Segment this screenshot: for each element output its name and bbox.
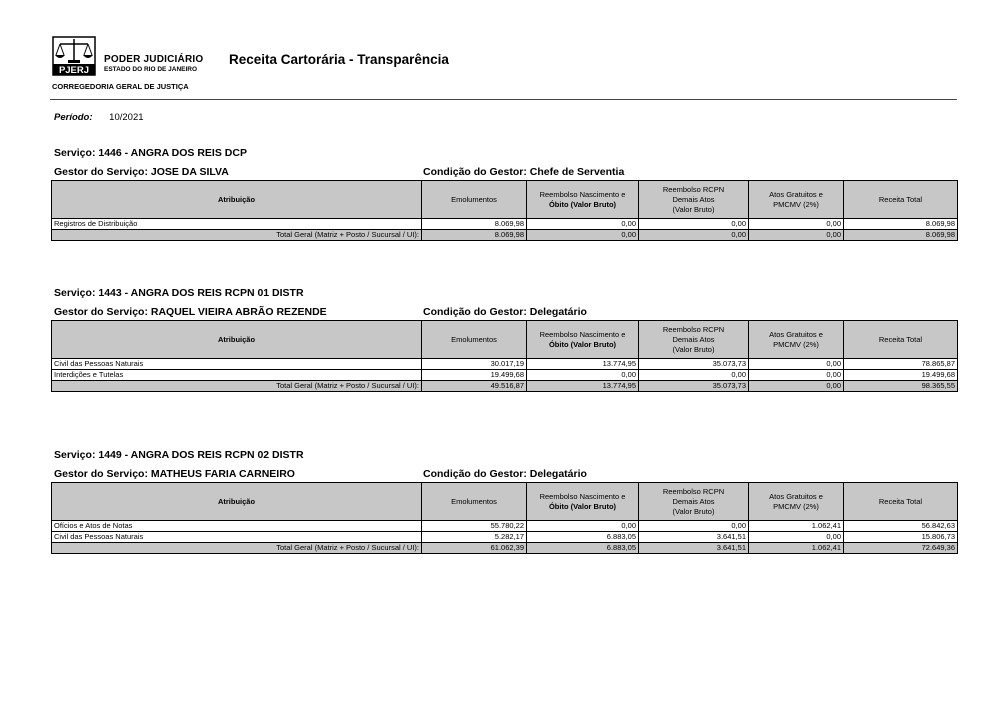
col-reembolso-rcpn-line2: Demais Atos (672, 194, 715, 204)
table-row (52, 370, 958, 381)
col-atos-gratuitos-line1: Atos Gratuitos e (769, 189, 823, 199)
cell-atos-gratuitos: 0,00 (749, 219, 844, 230)
total-atos-gratuitos: 0,00 (749, 381, 844, 392)
col-reembolso-nascimento-line2: Óbito (Valor Bruto) (548, 199, 617, 209)
cell-atribuicao: Registros de Distribuição (52, 219, 422, 230)
col-atos-gratuitos-line2: PMCMV (2%) (773, 339, 819, 349)
service-title: Serviço: 1449 - ANGRA DOS REIS RCPN 02 DISTR (54, 449, 304, 461)
col-atos-gratuitos-line2: PMCMV (2%) (773, 199, 819, 209)
total-label: Total Geral (Matriz + Posto / Sucursal / UI): (52, 230, 422, 241)
cell-receita-total: 56.842,63 (844, 521, 958, 532)
total-emolumentos: 8.069,98 (422, 230, 527, 241)
cell-reembolso-nascimento: 0,00 (527, 219, 639, 230)
col-reembolso-rcpn-line1: Reembolso RCPN (662, 184, 725, 194)
col-reembolso-rcpn (639, 483, 749, 521)
col-reembolso-rcpn-line3: (Valor Bruto) (672, 506, 715, 516)
total-reembolso-rcpn: 3.641,51 (639, 543, 749, 554)
table-header-row (52, 181, 958, 219)
total-reembolso-nascimento: 6.883,05 (527, 543, 639, 554)
cell-receita-total: 78.865,87 (844, 359, 958, 370)
revenue-table (51, 180, 958, 241)
cell-emolumentos: 8.069,98 (422, 219, 527, 230)
header-divider (50, 99, 957, 100)
col-emolumentos: Emolumentos (422, 483, 527, 521)
col-receita-total: Receita Total (844, 181, 958, 219)
cell-reembolso-rcpn: 35.073,73 (639, 359, 749, 370)
svg-text:PJERJ: PJERJ (58, 65, 90, 76)
col-reembolso-rcpn-line2: Demais Atos (672, 496, 715, 506)
col-atos-gratuitos-line1: Atos Gratuitos e (769, 491, 823, 501)
col-atribuicao: Atribuição (52, 321, 422, 359)
service-gestor: Gestor do Serviço: JOSE DA SILVA (54, 166, 229, 178)
cell-atos-gratuitos: 0,00 (749, 370, 844, 381)
cell-receita-total: 15.806,73 (844, 532, 958, 543)
col-reembolso-nascimento (527, 321, 639, 359)
cell-reembolso-nascimento: 6.883,05 (527, 532, 639, 543)
cell-atos-gratuitos: 0,00 (749, 359, 844, 370)
service-gestor: Gestor do Serviço: MATHEUS FARIA CARNEIRO (54, 468, 295, 480)
cell-reembolso-nascimento: 13.774,95 (527, 359, 639, 370)
total-atos-gratuitos: 0,00 (749, 230, 844, 241)
table-row (52, 219, 958, 230)
col-receita-total: Receita Total (844, 321, 958, 359)
cell-reembolso-rcpn: 0,00 (639, 370, 749, 381)
total-emolumentos: 61.062,39 (422, 543, 527, 554)
period-value: 10/2021 (109, 112, 144, 123)
total-receita-total: 8.069,98 (844, 230, 958, 241)
col-reembolso-rcpn-line3: (Valor Bruto) (672, 344, 715, 354)
period-label: Período: (54, 112, 93, 123)
col-atribuicao: Atribuição (52, 483, 422, 521)
org-block (104, 54, 203, 73)
org-state: ESTADO DO RIO DE JANEIRO (104, 66, 198, 73)
total-row (52, 381, 958, 392)
cell-reembolso-nascimento: 0,00 (527, 370, 639, 381)
service-gestor: Gestor do Serviço: RAQUEL VIEIRA ABRÃO REZENDE (54, 306, 327, 318)
col-atribuicao: Atribuição (52, 181, 422, 219)
col-reembolso-nascimento-line2: Óbito (Valor Bruto) (548, 501, 617, 511)
cell-emolumentos: 30.017,19 (422, 359, 527, 370)
total-reembolso-nascimento: 0,00 (527, 230, 639, 241)
total-atos-gratuitos: 1.062,41 (749, 543, 844, 554)
cell-atos-gratuitos: 1.062,41 (749, 521, 844, 532)
service-condicao: Condição do Gestor: Delegatário (423, 468, 587, 480)
cell-reembolso-rcpn: 0,00 (639, 521, 749, 532)
cell-reembolso-rcpn: 3.641,51 (639, 532, 749, 543)
total-reembolso-rcpn: 0,00 (639, 230, 749, 241)
col-reembolso-rcpn-line1: Reembolso RCPN (662, 486, 725, 496)
cell-emolumentos: 19.499,68 (422, 370, 527, 381)
cell-atos-gratuitos: 0,00 (749, 532, 844, 543)
col-reembolso-nascimento (527, 483, 639, 521)
cell-reembolso-nascimento: 0,00 (527, 521, 639, 532)
cell-atribuicao: Interdições e Tutelas (52, 370, 422, 381)
service-condicao: Condição do Gestor: Chefe de Serventia (423, 166, 625, 178)
total-receita-total: 98.365,55 (844, 381, 958, 392)
cell-atribuicao: Ofícios e Atos de Notas (52, 521, 422, 532)
col-reembolso-nascimento-line1: Reembolso Nascimento e (539, 329, 626, 339)
col-receita-total: Receita Total (844, 483, 958, 521)
table-header-row (52, 483, 958, 521)
total-emolumentos: 49.516,87 (422, 381, 527, 392)
revenue-table (51, 320, 958, 392)
col-reembolso-rcpn-line2: Demais Atos (672, 334, 715, 344)
col-reembolso-nascimento-line1: Reembolso Nascimento e (539, 189, 626, 199)
col-reembolso-nascimento-line1: Reembolso Nascimento e (539, 491, 626, 501)
col-reembolso-rcpn (639, 321, 749, 359)
total-label: Total Geral (Matriz + Posto / Sucursal / UI): (52, 543, 422, 554)
col-atos-gratuitos-line2: PMCMV (2%) (773, 501, 819, 511)
col-reembolso-nascimento-line2: Óbito (Valor Bruto) (548, 339, 617, 349)
table-row (52, 359, 958, 370)
service-title: Serviço: 1446 - ANGRA DOS REIS DCP (54, 147, 247, 159)
col-atos-gratuitos (749, 181, 844, 219)
total-reembolso-nascimento: 13.774,95 (527, 381, 639, 392)
service-condicao: Condição do Gestor: Delegatário (423, 306, 587, 318)
total-receita-total: 72.649,36 (844, 543, 958, 554)
table-row (52, 532, 958, 543)
revenue-table (51, 482, 958, 554)
col-reembolso-nascimento (527, 181, 639, 219)
corregedoria-label: CORREGEDORIA GERAL DE JUSTIÇA (52, 82, 189, 91)
total-row (52, 543, 958, 554)
cell-atribuicao: Civil das Pessoas Naturais (52, 532, 422, 543)
service-title: Serviço: 1443 - ANGRA DOS REIS RCPN 01 DISTR (54, 287, 304, 299)
cell-reembolso-rcpn: 0,00 (639, 219, 749, 230)
cell-atribuicao: Civil das Pessoas Naturais (52, 359, 422, 370)
org-name: PODER JUDICIÁRIO (104, 54, 204, 65)
col-reembolso-rcpn (639, 181, 749, 219)
table-row (52, 521, 958, 532)
cell-emolumentos: 55.780,22 (422, 521, 527, 532)
col-emolumentos: Emolumentos (422, 181, 527, 219)
cell-receita-total: 19.499,68 (844, 370, 958, 381)
col-reembolso-rcpn-line1: Reembolso RCPN (662, 324, 725, 334)
page-title: Receita Cartorária - Transparência (229, 52, 449, 67)
col-atos-gratuitos (749, 483, 844, 521)
total-reembolso-rcpn: 35.073,73 (639, 381, 749, 392)
pjerj-logo (52, 36, 96, 76)
col-atos-gratuitos (749, 321, 844, 359)
cell-receita-total: 8.069,98 (844, 219, 958, 230)
period (54, 112, 144, 123)
total-label: Total Geral (Matriz + Posto / Sucursal / UI): (52, 381, 422, 392)
table-header-row (52, 321, 958, 359)
cell-emolumentos: 5.282,17 (422, 532, 527, 543)
col-reembolso-rcpn-line3: (Valor Bruto) (672, 204, 715, 214)
total-row (52, 230, 958, 241)
col-emolumentos: Emolumentos (422, 321, 527, 359)
col-atos-gratuitos-line1: Atos Gratuitos e (769, 329, 823, 339)
